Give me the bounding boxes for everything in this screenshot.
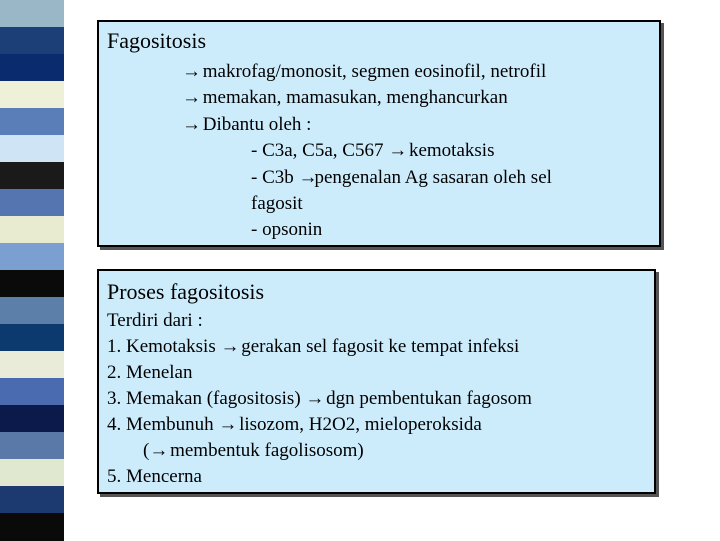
- fagositosis-box: [97, 20, 661, 247]
- stripe-block: [0, 243, 64, 271]
- decorative-stripe: [0, 0, 64, 540]
- list-item: 4. Membunuh → lisozom, H2O2, mieloperoksida: [107, 414, 482, 435]
- box1-line-2: → memakan, mamasukan, menghancurkan: [182, 87, 508, 108]
- box1-sub-4: - opsonin: [251, 219, 323, 240]
- box1-sub-3: fagosit: [251, 193, 303, 214]
- stripe-block: [0, 81, 64, 109]
- stripe-block: [0, 135, 64, 163]
- arrow-right-icon: →: [182, 61, 201, 82]
- stripe-block: [0, 513, 64, 541]
- arrow-right-icon: →: [149, 440, 169, 461]
- list-item: (→ membentuk fagolisosom): [143, 440, 364, 461]
- stripe-block: [0, 378, 64, 406]
- stripe-block: [0, 351, 64, 379]
- arrow-right-icon: →: [182, 114, 201, 135]
- list-item: 1. Kemotaksis → gerakan sel fagosit ke tempat infeksi: [107, 336, 520, 357]
- list-item: 5. Mencerna: [107, 466, 202, 487]
- box1-line-3: → Dibantu oleh :: [182, 114, 312, 135]
- stripe-block: [0, 54, 64, 82]
- arrow-right-icon: →: [388, 140, 408, 161]
- stripe-block: [0, 297, 64, 325]
- proses-fagositosis-box: [97, 269, 656, 494]
- stripe-block: [0, 0, 64, 28]
- stripe-block: [0, 459, 64, 487]
- arrow-right-icon: →: [305, 388, 325, 409]
- box1-title: Fagositosis: [107, 28, 207, 53]
- stripe-block: [0, 216, 64, 244]
- stripe-block: [0, 405, 64, 433]
- box1-sub-1: - C3a, C5a, C567 → kemotaksis: [251, 140, 495, 161]
- stripe-block: [0, 27, 64, 55]
- stripe-block: [0, 432, 64, 460]
- arrow-right-icon: →: [182, 87, 201, 108]
- arrow-right-icon: →: [298, 167, 318, 188]
- list-item: 3. Memakan (fagositosis) → dgn pembentukan fagosom: [107, 388, 532, 409]
- arrow-right-icon: →: [220, 336, 240, 357]
- stripe-block: [0, 324, 64, 352]
- list-item: 2. Menelan: [107, 362, 193, 383]
- box1-sub-2: - C3b →pengenalan Ag sasaran oleh sel: [251, 167, 552, 188]
- stripe-block: [0, 162, 64, 190]
- box2-intro: Terdiri dari :: [107, 310, 203, 331]
- box1-line-1: → makrofag/monosit, segmen eosinofil, netrofil: [182, 61, 547, 82]
- stripe-block: [0, 189, 64, 217]
- arrow-right-icon: →: [218, 414, 238, 435]
- stripe-block: [0, 486, 64, 514]
- box2-title: Proses fagositosis: [107, 279, 265, 304]
- stripe-block: [0, 108, 64, 136]
- stripe-block: [0, 270, 64, 298]
